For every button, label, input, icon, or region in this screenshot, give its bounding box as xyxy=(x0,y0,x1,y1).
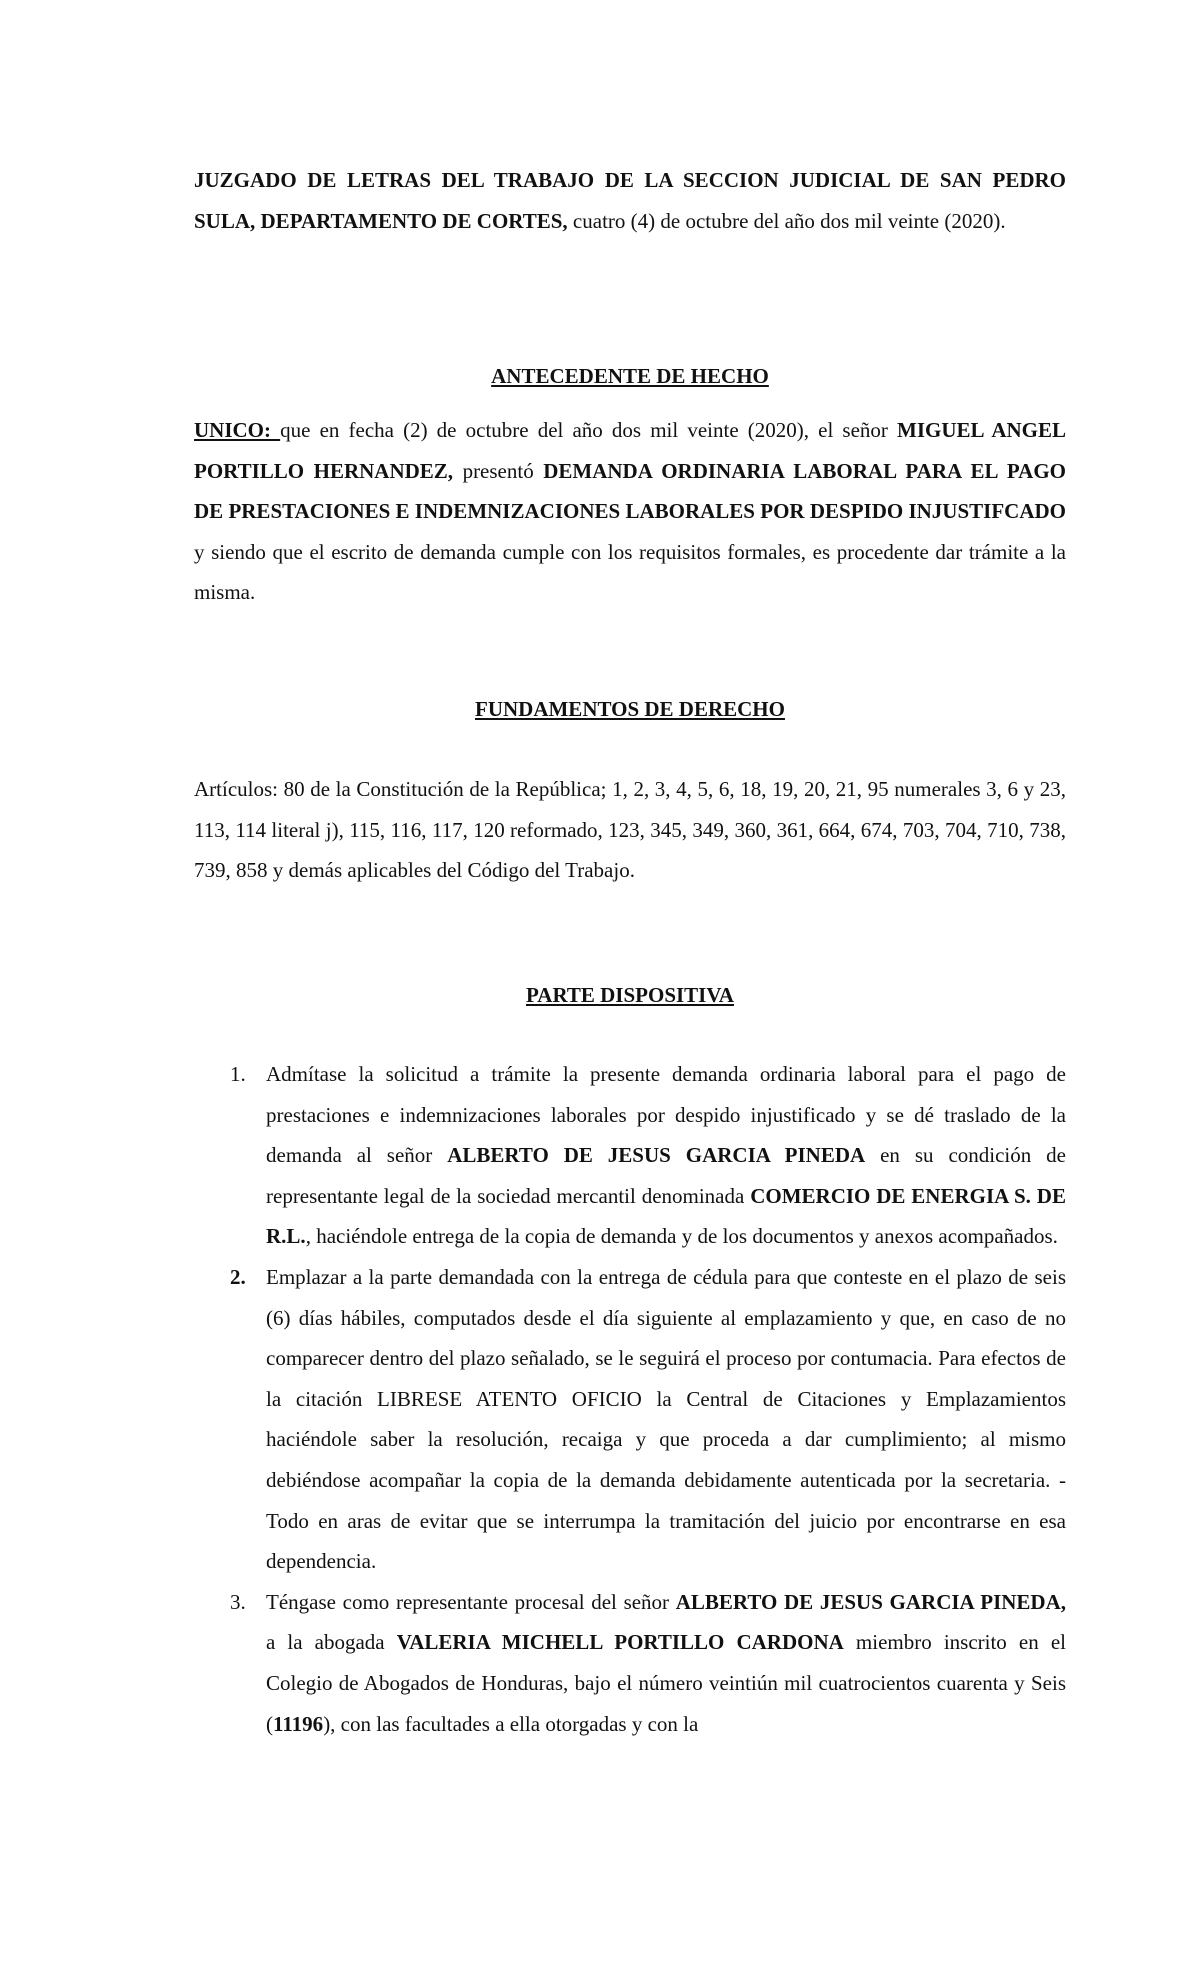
item3-text-4: ), con las facultades a ella otorgadas y con la xyxy=(323,1711,699,1736)
list-item xyxy=(194,1257,1066,1582)
item3-text-1: Téngase como representante procesal del señor xyxy=(266,1589,676,1614)
item1-text-3: , haciéndole entrega de la copia de demanda y de los documentos y anexos acompañados. xyxy=(305,1224,1058,1249)
unico-text-1: que en fecha (2) de octubre del año dos mil veinte (2020), el señor xyxy=(280,418,898,442)
company-name: COMERCIO DE ENERGIA S. DE R.L. xyxy=(266,1183,1066,1249)
unico-paragraph xyxy=(194,410,1066,613)
item1-text-1: Admítase la solicitud a trámite la presente demanda ordinaria laboral para el pago de prestaciones e indemnizaciones laborales por despido injustificado y se dé traslado de la demanda al señor xyxy=(266,1062,1066,1168)
list-item xyxy=(194,1054,1066,1257)
bar-number: 11196 xyxy=(273,1711,324,1736)
represented-party: ALBERTO DE JESUS GARCIA PINEDA, xyxy=(675,1589,1066,1614)
court-header-paragraph xyxy=(194,160,1066,241)
list-item-number: 3. xyxy=(230,1589,246,1614)
articulos-paragraph: Artículos: 80 de la Constitución de la República; 1, 2, 3, 4, 5, 6, 18, 19, 20, 21, 95 numerales 3, 6 y 23, 113, 114 literal j), 115, 116, 117, 120 reformado, 123, 345, 349, 360, 361, 664, 674, 703, 704, 710, 738, 739, 858 y demás aplicables del Código del Trabajo. xyxy=(194,777,1066,883)
unico-text-2: presentó xyxy=(453,458,544,483)
court-name: JUZGADO DE LETRAS DEL TRABAJO DE LA SECCION JUDICIAL DE SAN PEDRO SULA, DEPARTAMENTO DE CORTES, xyxy=(194,168,1066,233)
item3-text-2: a la abogada xyxy=(266,1630,397,1655)
defendant-representative: ALBERTO DE JESUS GARCIA PINEDA xyxy=(447,1143,866,1168)
list-item xyxy=(194,1582,1066,1744)
item2-text: Emplazar a la parte demandada con la entrega de cédula para que conteste en el plazo de seis (6) días hábiles, computados desde el día siguiente al emplazamiento y que, en caso de no comparecer dentro del plazo señalado, se le seguirá el proceso por contumacia. Para efectos de la citación LIBRESE ATENTO OFICIO la Central de Citaciones y Emplazamientos haciéndole saber la resolución, recaiga y que proceda a dar cumplimiento; al mismo debiéndose acompañar la copia de la demanda debidamente autenticada por la secretaria. - Todo en aras de evitar que se interrumpa la tramitación del juicio por encontrarse en esa dependencia. xyxy=(266,1264,1066,1574)
attorney-name: VALERIA MICHELL PORTILLO CARDONA xyxy=(396,1630,844,1655)
plaintiff-name: MIGUEL ANGEL PORTILLO HERNANDEZ, xyxy=(194,418,1067,483)
demand-type: DEMANDA ORDINARIA LABORAL PARA EL PAGO DE PRESTACIONES E INDEMNIZACIONES LABORALES POR DESPIDO INJUSTIFCADO xyxy=(194,458,1066,524)
item1-text-2: en su condición de representante legal de la sociedad mercantil denominada xyxy=(266,1143,1066,1208)
list-item-number: 1. xyxy=(230,1062,246,1086)
antecedente-heading: ANTECEDENTE DE HECHO xyxy=(491,364,769,388)
resolution-date: cuatro (4) de octubre del año dos mil veinte (2020). xyxy=(567,208,1006,233)
parte-dispositiva-heading: PARTE DISPOSITIVA xyxy=(526,983,734,1007)
fundamentos-heading: FUNDAMENTOS DE DERECHO xyxy=(475,697,785,721)
unico-label: UNICO: xyxy=(194,418,281,442)
item3-text-3: miembro inscrito en el Colegio de Abogados de Honduras, bajo el número veintiún mil cuatrocientos cuarenta y Seis ( xyxy=(266,1630,1066,1736)
dispositive-list xyxy=(194,1054,1066,1744)
list-item-number: 2. xyxy=(230,1264,246,1289)
unico-text-3: y siendo que el escrito de demanda cumple con los requisitos formales, es procedente dar trámite a la misma. xyxy=(194,539,1066,605)
